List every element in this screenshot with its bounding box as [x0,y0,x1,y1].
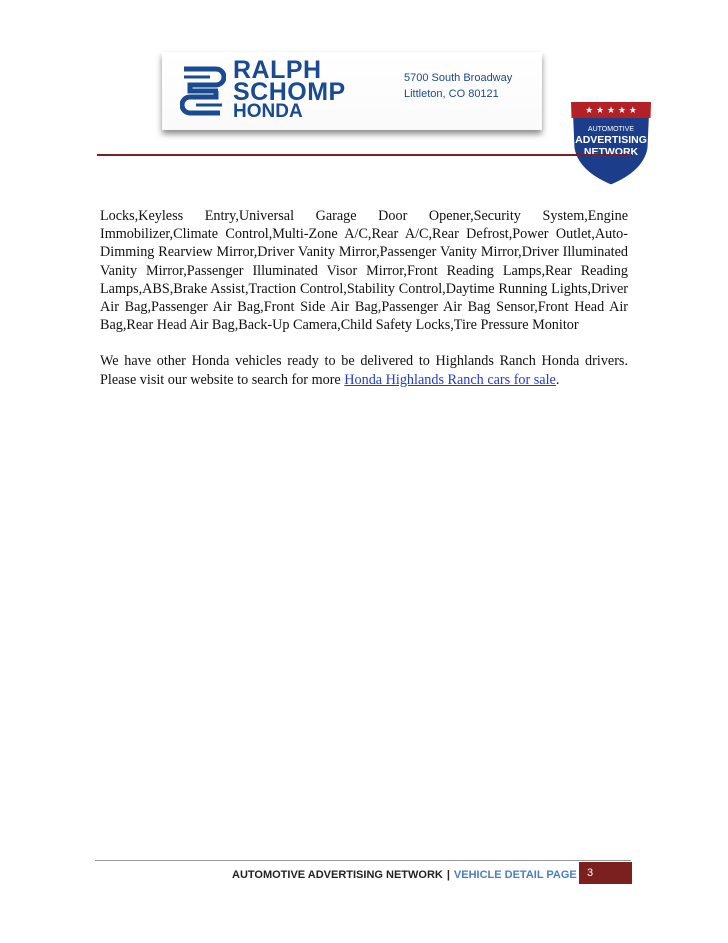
promo-text: We have other Honda vehicles ready to be delivered to Highlands Ranch Honda drivers. Please visit our website to search for more [100,353,628,388]
network-shield-badge [565,98,657,188]
features-paragraph: Locks,Keyless Entry,Universal Garage Door Opener,Security System,Engine Immobilizer,Climate Control,Multi-Zone A/C,Rear A/C,Rear Defrost,Power Outlet,Auto-Dimming Rearview Mirror,Driver Vanity Mirror,Passenger Vanity Mirror,Driver Illuminated Vanity Mirror,Passenger Illuminated Visor Mirror,Front Reading Lamps,Rear Reading Lamps,ABS,Brake Assist,Traction Control,Stability Control,Daytime Running Lights,Driver Air Bag,Passenger Air Bag,Front Side Air Bag,Passenger Air Bag Sensor,Front Head Air Bag,Rear Head Air Bag,Back-Up Camera,Child Safety Locks,Tire Pressure Monitor [100,208,628,334]
footer-page-title: VEHICLE DETAIL PAGE [453,869,577,881]
footer-divider [95,860,631,861]
header-divider [97,154,632,156]
dealer-address [404,70,512,102]
promo-text-end: . [555,371,560,388]
brand-name [233,56,346,106]
badge-line-2: ADVERTISING [575,134,647,146]
badge-stars: ★ ★ ★ ★ ★ [585,106,637,116]
page-footer [232,866,577,884]
dealer-logo-icon [180,63,226,119]
badge-line-1: AUTOMOTIVE [587,126,635,133]
address-line-2: Littleton, CO 80121 [404,88,499,100]
promo-paragraph [100,352,628,388]
dealer-logo-banner [162,52,542,130]
address-line-1: 5700 South Broadway [404,72,513,84]
brand-line-3: HONDA [233,101,303,122]
brand-line-1: RALPH [233,56,322,84]
brand-line-2: SCHOMP [233,78,346,106]
page-number: 3 [579,862,632,884]
cars-for-sale-link[interactable]: Honda Highlands Ranch cars for sale [344,371,556,388]
document-body [100,207,628,407]
footer-network-name: AUTOMOTIVE ADVERTISING NETWORK [232,869,443,881]
badge-line-3: NETWORK [583,146,639,158]
footer-separator: | [446,869,450,881]
